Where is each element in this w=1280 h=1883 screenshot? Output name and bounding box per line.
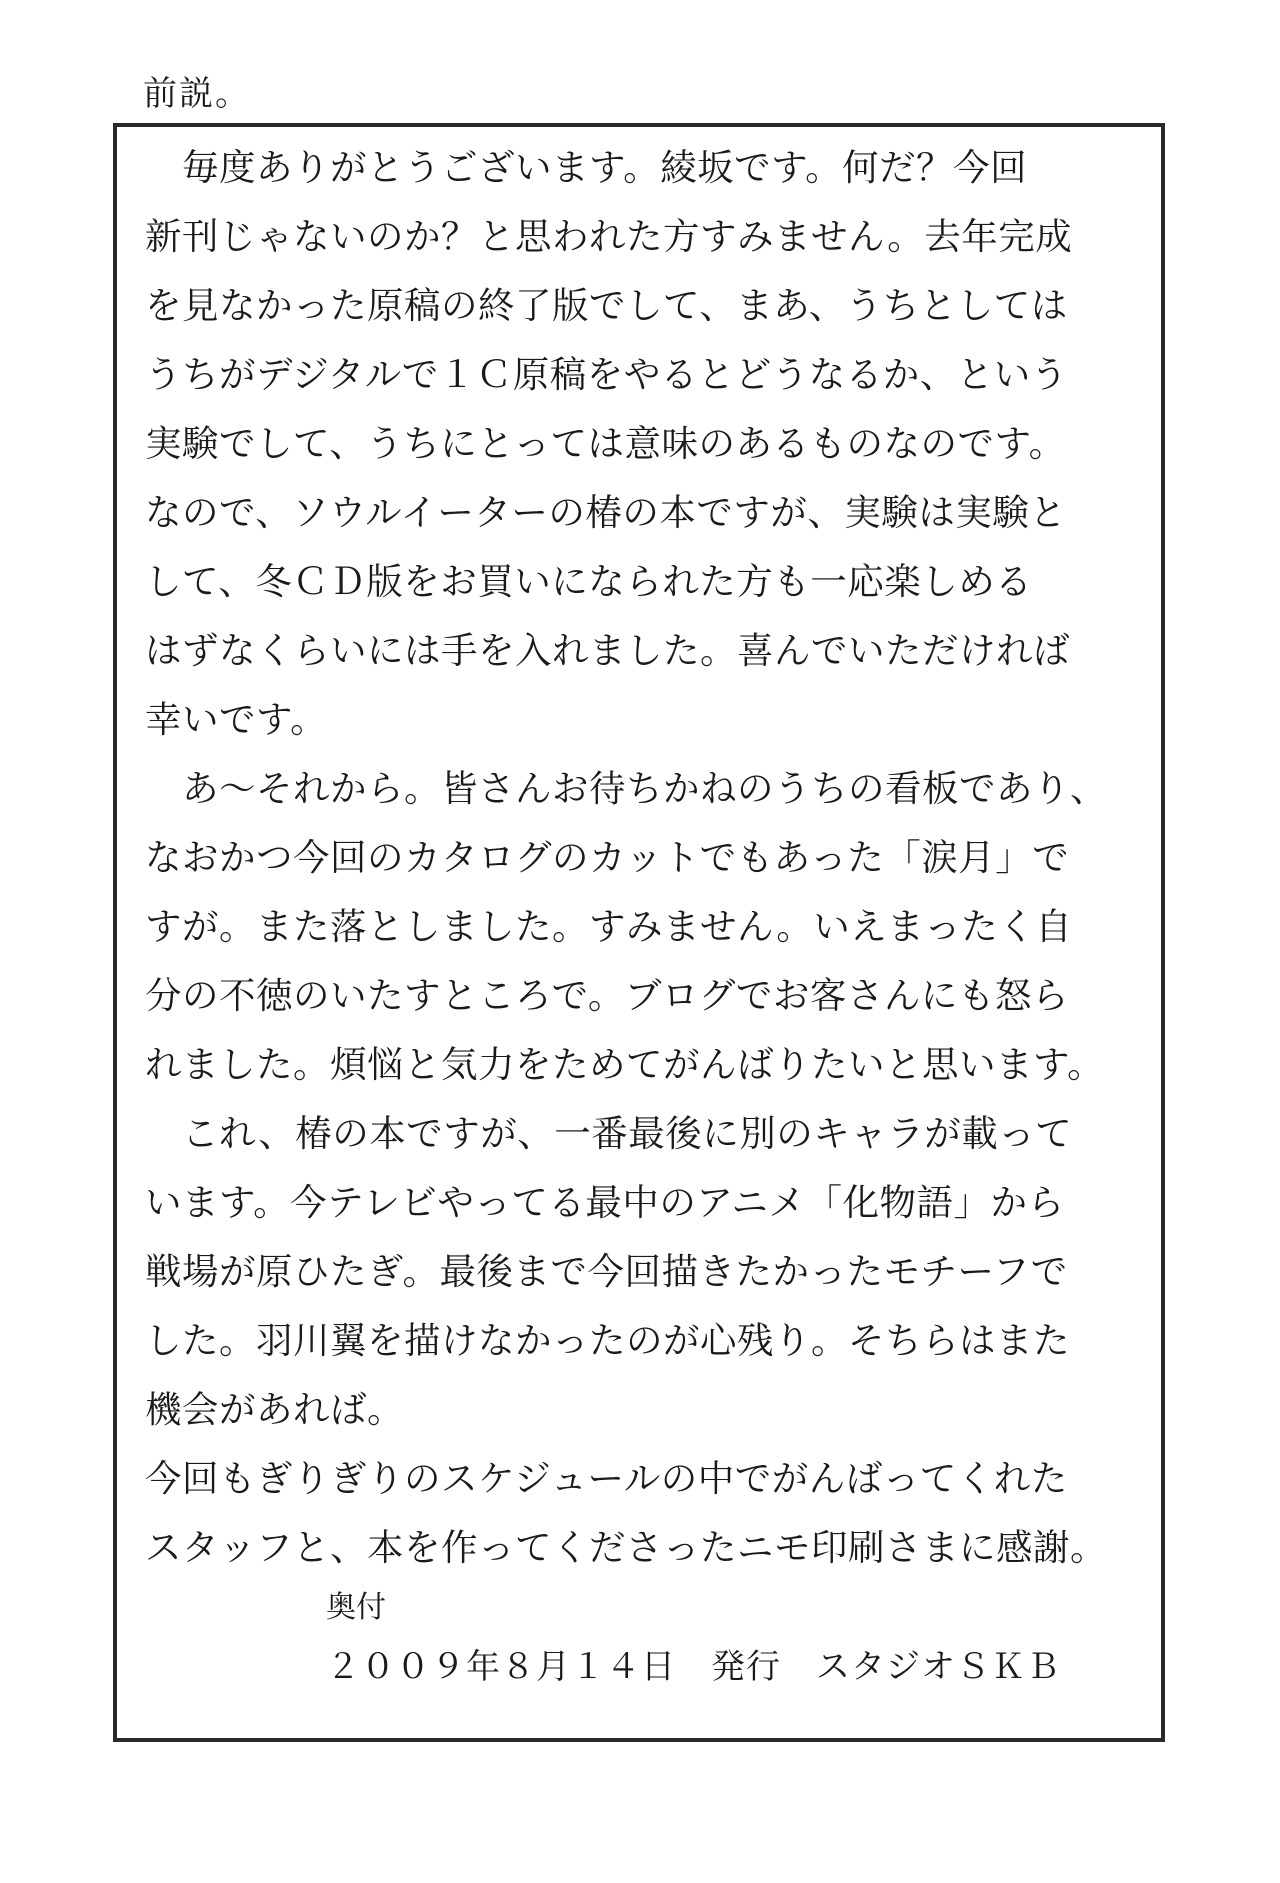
body-line: 幸いです。 [145, 698, 328, 741]
body-line: を見なかった原稿の終了版でして、まあ、うちとしては [145, 284, 1068, 327]
body-line: すが。また落としました。すみません。いえまったく自 [145, 905, 1073, 948]
body-line: した。羽川翼を描けなかったのが心残り。そちらはまた [145, 1319, 1070, 1362]
body-line: なので、ソウルイーターの椿の本ですが、実験は実験と [145, 491, 1067, 534]
body-line: 今回もぎりぎりのスケジュールの中でがんばってくれた [145, 1457, 1068, 1500]
body-line: あ～それから。皆さんお待ちかねのうちの看板であり、 [145, 767, 1107, 810]
body-line: 新刊じゃないのか？と思われた方すみません。去年完成 [145, 215, 1073, 258]
body-line: 戦場が原ひたぎ。最後まで今回描きたかったモチーフで [145, 1250, 1068, 1293]
body-line: 機会があれば。 [145, 1388, 404, 1431]
body-line: スタッフと、本を作ってくださったニモ印刷さまに感謝。 [145, 1526, 1107, 1569]
colophon-label: 奥付 [326, 1590, 386, 1625]
body-line: れました。煩悩と気力をためてがんばりたいと思います。 [145, 1043, 1105, 1086]
body-line: うちがデジタルで１Ｃ原稿をやるとどうなるか、という [145, 353, 1068, 396]
body-line: 毎度ありがとうございます。綾坂です。何だ？今回 [145, 146, 1028, 189]
body-line: これ、椿の本ですが、一番最後に別のキャラが載って [145, 1112, 1073, 1155]
body-line: はずなくらいには手を入れました。喜んでいただければ [145, 629, 1070, 672]
body-text [145, 133, 1155, 1582]
colophon [326, 1583, 1061, 1695]
body-line: して、冬ＣＤ版をお買いになられた方も一応楽しめる [145, 560, 1033, 603]
body-line: 実験でして、うちにとっては意味のあるものなのです。 [145, 422, 1066, 465]
page-heading: 前説。 [143, 74, 251, 114]
body-line: なおかつ今回のカタログのカットでもあった「涙月」で [145, 836, 1070, 879]
colophon-info: ２００９年８月１４日 発行 スタジオＳＫＢ [326, 1647, 1061, 1687]
body-line: います。今テレビやってる最中のアニメ「化物語」から [145, 1181, 1065, 1224]
body-line: 分の不徳のいたすところで。ブログでお客さんにも怒ら [145, 974, 1069, 1017]
